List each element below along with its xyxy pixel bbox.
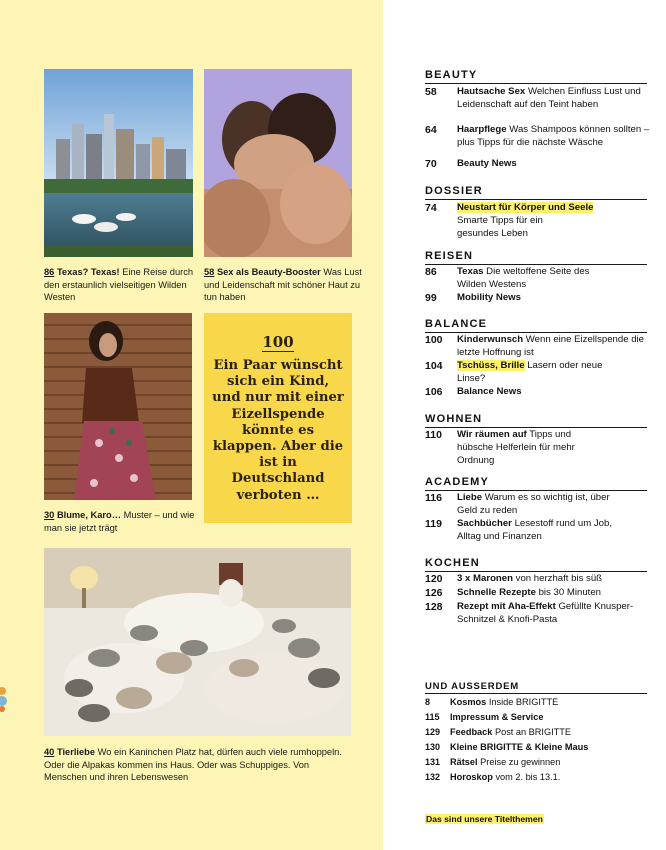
- toc-entry[interactable]: [425, 696, 660, 709]
- title-topics-note: Das sind unsere Titelthemen: [426, 814, 543, 824]
- section-divider: [425, 571, 647, 572]
- entry-title: Neustart für Körper und Seele: [457, 202, 594, 213]
- entry-text: vom 2. bis 13.1.: [495, 772, 561, 782]
- entry-title: Kosmos: [450, 697, 487, 707]
- entry-page: 128: [425, 601, 443, 613]
- texas-photo[interactable]: [44, 69, 193, 257]
- entry-page: 106: [425, 386, 443, 398]
- caption-title: Texas? Texas!: [56, 267, 120, 277]
- fashion-photo[interactable]: [44, 313, 192, 500]
- toc-entry[interactable]: [425, 771, 660, 784]
- caption-page: 58: [204, 267, 215, 277]
- toc-entry[interactable]: [425, 334, 660, 360]
- section-heading-balance: BALANCE: [425, 318, 488, 330]
- toc-entry[interactable]: [425, 292, 660, 305]
- entry-page: 119: [425, 518, 442, 530]
- caption-rabbits[interactable]: [44, 746, 350, 784]
- toc-entry[interactable]: [425, 386, 660, 399]
- toc-entry[interactable]: [425, 601, 660, 627]
- entry-page: 104: [425, 360, 443, 372]
- caption-texas[interactable]: [44, 266, 204, 304]
- toc-entry[interactable]: [425, 587, 660, 600]
- entry-text: Smarte Tipps für ein gesundes Leben: [457, 214, 543, 239]
- entry-page: 110: [425, 429, 442, 441]
- caption-page: 30: [44, 510, 55, 520]
- toc-entry[interactable]: [425, 741, 660, 754]
- entry-page: 129: [425, 727, 441, 737]
- toc-entry[interactable]: [425, 756, 660, 769]
- caption-beauty[interactable]: [204, 266, 362, 304]
- toc-entry[interactable]: [425, 429, 660, 467]
- entry-title: Rezept mit Aha-Effekt: [457, 601, 556, 612]
- entry-page: 130: [425, 742, 441, 752]
- entry-page: 8: [425, 697, 431, 707]
- entry-title: Kinderwunsch: [457, 334, 524, 345]
- entry-page: 115: [425, 712, 440, 722]
- entry-page: 132: [425, 772, 441, 782]
- entry-page: 64: [425, 124, 437, 136]
- section-divider: [425, 264, 647, 265]
- entry-page: 58: [425, 86, 437, 98]
- section-divider: [425, 693, 647, 694]
- entry-text: Tipps und hübsche Helferlein für mehr Ordnung: [457, 429, 575, 466]
- entry-title: Wir räumen auf: [457, 429, 527, 440]
- entry-text: Was Shampoos können sollten – plus Tipps für die nächste Wäsche: [457, 124, 650, 148]
- toc-entry[interactable]: [425, 86, 660, 112]
- entry-title: Sachbücher: [457, 518, 512, 529]
- entry-title: Rätsel: [450, 757, 478, 767]
- rabbits-photo[interactable]: [44, 548, 351, 736]
- entry-title: Feedback: [450, 727, 493, 737]
- entry-text: Lasern oder neue Linse?: [457, 360, 603, 384]
- toc-entry[interactable]: [425, 711, 660, 724]
- entry-text: Preise zu gewinnen: [480, 757, 561, 767]
- toc-entry[interactable]: [425, 202, 660, 240]
- entry-title: Mobility News: [457, 292, 521, 303]
- entry-text: Inside BRIGITTE: [488, 697, 559, 707]
- entry-page: 99: [425, 292, 437, 304]
- couple-photo[interactable]: [204, 69, 352, 257]
- section-heading-dossier: DOSSIER: [425, 185, 483, 197]
- entry-page: 70: [425, 158, 437, 170]
- entry-text: Lesestoff rund um Job, Alltag und Finanzen: [457, 518, 613, 542]
- section-divider: [425, 490, 647, 491]
- caption-text: Eine Reise durch den erstaunlich vielseitigen Wilden Westen: [44, 267, 194, 302]
- entry-title: 3 x Maronen: [457, 573, 513, 584]
- entry-title: Balance News: [457, 386, 522, 397]
- entry-text: Warum es so wichtig ist, über Geld zu reden: [457, 492, 610, 516]
- entry-page: 126: [425, 587, 443, 599]
- caption-fashion[interactable]: [44, 509, 202, 534]
- toc-entry[interactable]: [425, 266, 660, 292]
- toc-entry[interactable]: [425, 360, 660, 386]
- caption-text: Wo ein Kaninchen Platz hat, dürfen auch viele rumhoppeln. Oder die Alpakas kommen ins Haus. Oder was Schuppiges. Von Menschen und ihren Lebenswesen: [44, 747, 342, 782]
- section-heading-wohnen: WOHNEN: [425, 413, 483, 425]
- quote-page-number: 100: [262, 333, 294, 351]
- section-divider: [425, 427, 647, 428]
- entry-title: Haarpflege: [457, 124, 507, 135]
- toc-entry[interactable]: [425, 518, 660, 544]
- entry-page: 100: [425, 334, 443, 346]
- toc-entry[interactable]: [425, 492, 660, 518]
- section-heading-kochen: KOCHEN: [425, 557, 480, 569]
- toc-entry[interactable]: [425, 158, 660, 171]
- caption-page: 86: [44, 267, 55, 277]
- entry-title: Hautsache Sex: [457, 86, 526, 97]
- caption-title: Blume, Karo…: [56, 510, 121, 520]
- toc-entry[interactable]: [425, 573, 660, 586]
- caption-text: Was Lust und Leidenschaft mit schöner Haut zu tun haben: [204, 267, 362, 302]
- caption-title: Sex als Beauty-Booster: [216, 267, 321, 277]
- entry-title: Horoskop: [450, 772, 493, 782]
- entry-page: 120: [425, 573, 443, 585]
- entry-title: Texas: [457, 266, 484, 277]
- quote-box[interactable]: [204, 313, 352, 523]
- caption-title: Tierliebe: [56, 747, 96, 757]
- toc-entry[interactable]: [425, 726, 660, 739]
- entry-title: Kleine BRIGITTE & Kleine Maus: [450, 742, 589, 752]
- caption-page: 40: [44, 747, 55, 757]
- entry-page: 131: [425, 757, 441, 767]
- entry-text: Gefüllte Knusper-Schnitzel & Knofi-Pasta: [457, 601, 634, 625]
- section-heading-beauty: BEAUTY: [425, 69, 478, 81]
- entry-text: bis 30 Minuten: [538, 587, 601, 598]
- section-heading-academy: ACADEMY: [425, 476, 490, 488]
- entry-page: 116: [425, 492, 442, 504]
- entry-title: Beauty News: [457, 158, 517, 169]
- flower-icon: [0, 685, 8, 713]
- entry-text: Post an BRIGITTE: [494, 727, 572, 737]
- entry-page: 74: [425, 202, 437, 214]
- section-divider: [425, 83, 647, 84]
- entry-text: Wenn eine Eizellspende die letzte Hoffnung ist: [457, 334, 645, 358]
- section-heading-reisen: REISEN: [425, 250, 474, 262]
- entry-text: von herzhaft bis süß: [515, 573, 603, 584]
- section-divider: [425, 332, 647, 333]
- section-heading-extra: UND AUSSERDEM: [425, 681, 519, 692]
- toc-entry[interactable]: [425, 124, 660, 150]
- entry-title: Schnelle Rezepte: [457, 587, 536, 598]
- caption-text: Muster – und wie man sie jetzt trägt: [44, 510, 195, 533]
- section-divider: [425, 199, 647, 200]
- entry-text: Die weltoffene Seite des Wilden Westens: [457, 266, 590, 290]
- entry-text: Welchen Einfluss Lust und Leidenschaft auf den Teint haben: [457, 86, 641, 110]
- entry-title: Liebe: [457, 492, 483, 503]
- entry-title: Tschüss, Brille: [457, 360, 525, 371]
- entry-title: Impressum & Service: [450, 712, 544, 722]
- quote-text: Ein Paar wünscht sich ein Kind, und nur mit einer Eizellspende könnte es klappen. Aber die ist in Deutschland verboten …: [212, 358, 344, 503]
- entry-page: 86: [425, 266, 437, 278]
